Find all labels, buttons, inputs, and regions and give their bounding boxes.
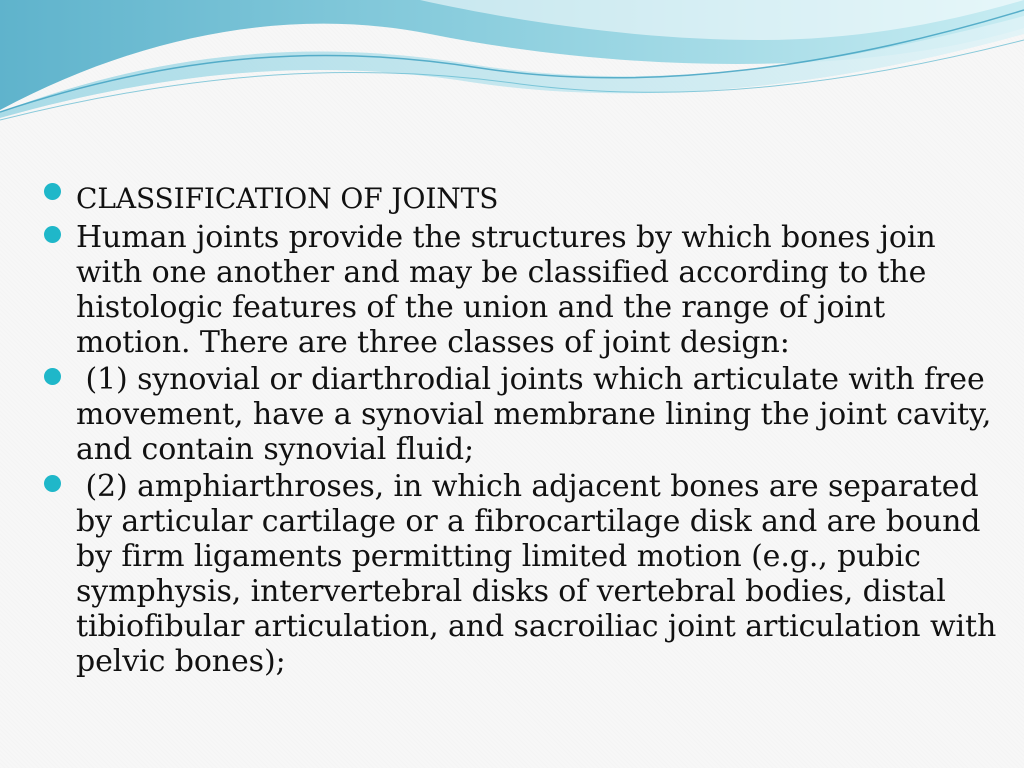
- bullet-item: [44, 220, 1004, 360]
- bullet-text: CLASSIFICATION OF JOINTS: [76, 182, 499, 215]
- bullet-text: Human joints provide the structures by which bones join with one another and may be classified according to the histologic features of the union and the range of joint motion. There are three classes of joint design:: [76, 220, 936, 360]
- bullet-dot-icon: [44, 183, 61, 200]
- bullet-dot-icon: [44, 475, 61, 492]
- bullet-item: [44, 362, 1004, 467]
- bullet-text: (1) synovial or diarthrodial joints which articulate with free movement, have a synovial membrane lining the joint cavity, and contain synovial fluid;: [76, 362, 1001, 467]
- bullet-text: (2) amphiarthroses, in which adjacent bones are separated by articular cartilage or a fibrocartilage disk and are bound by firm ligaments permitting limited motion (e.g., pubic symphysis, intervertebral disks of vertebral bodies, distal tibiofibular articulation, and sacroiliac joint articulation with pelvic bones);: [76, 469, 1006, 679]
- header-wave-decoration: [0, 0, 1024, 130]
- bullet-list: [44, 178, 1004, 681]
- bullet-item: [44, 178, 1004, 220]
- bullet-item: [44, 469, 1004, 679]
- bullet-dot-icon: [44, 368, 61, 385]
- bullet-dot-icon: [44, 226, 61, 243]
